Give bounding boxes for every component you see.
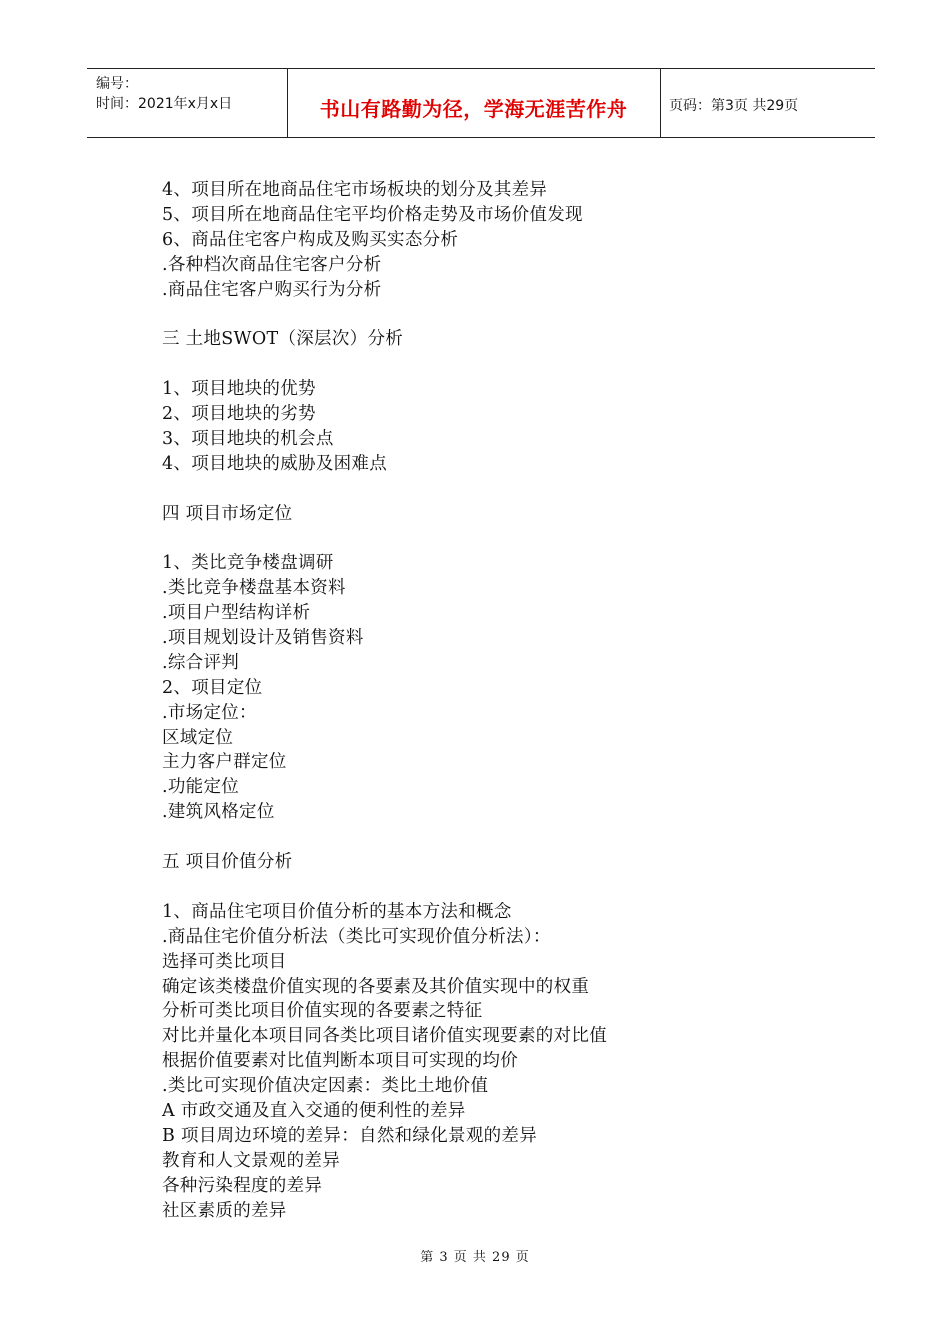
document-header: [87, 68, 875, 138]
text-line: 教育和人文景观的差异: [162, 1150, 340, 1171]
time-label: 时间：2021年x月x日: [96, 96, 233, 112]
text-line: 1、类比竞争楼盘调研: [162, 553, 334, 574]
text-line: .功能定位: [162, 777, 240, 798]
blank-line: [162, 825, 862, 850]
document-body: [162, 178, 862, 1223]
text-line: 3、项目地块的机会点: [162, 428, 334, 449]
blank-line: [162, 352, 862, 377]
text-line: 确定该类楼盘价值实现的各要素及其价值实现中的权重: [162, 976, 590, 997]
text-line: 各种污染程度的差异: [162, 1175, 323, 1196]
text-line: 5、项目所在地商品住宅平均价格走势及市场价值发现: [162, 204, 583, 225]
text-line: B 项目周边环境的差异：自然和绿化景观的差异: [162, 1125, 538, 1146]
text-line: 选择可类比项目: [162, 951, 287, 972]
text-line: .类比竞争楼盘基本资料: [162, 578, 346, 599]
blank-line: [162, 477, 862, 502]
blank-line: [162, 875, 862, 900]
text-line: A 市政交通及直入交通的便利性的差异: [162, 1100, 466, 1121]
text-line: 2、项目定位: [162, 677, 263, 698]
blank-line: [162, 526, 862, 551]
text-line: 三 土地SWOT（深层次）分析: [162, 329, 404, 350]
text-line: .项目户型结构详析: [162, 603, 311, 624]
text-line: 分析可类比项目价值实现的各要素之特征: [162, 1001, 483, 1022]
text-line: 4、项目所在地商品住宅市场板块的划分及其差异: [162, 180, 548, 200]
text-line: .市场定位：: [162, 702, 257, 723]
text-line: 1、项目地块的优势: [162, 379, 316, 400]
text-line: 2、项目地块的劣势: [162, 404, 316, 425]
text-line: 社区素质的差异: [162, 1200, 287, 1221]
text-line: 根据价值要素对比值判断本项目可实现的均价: [162, 1051, 518, 1072]
text-line: 区域定位: [162, 727, 234, 748]
text-line: 四 项目市场定位: [162, 503, 293, 524]
text-line: .商品住宅客户购买行为分析: [162, 279, 382, 300]
serial-number-label: 编号：: [96, 76, 138, 92]
header-meta-cell: [87, 69, 288, 137]
text-line: .商品住宅价值分析法（类比可实现价值分析法）：: [162, 926, 551, 947]
text-line: .项目规划设计及销售资料: [162, 628, 364, 649]
text-line: .建筑风格定位: [162, 802, 275, 823]
text-line: .各种档次商品住宅客户分析: [162, 254, 382, 275]
page-number-label: 页码：第3页 共29页: [669, 98, 799, 114]
text-line: 对比并量化本项目同各类比项目诸价值实现要素的对比值: [162, 1026, 607, 1047]
text-line: 主力客户群定位: [162, 752, 287, 773]
text-line: 1、商品住宅项目价值分析的基本方法和概念: [162, 901, 512, 922]
header-page-cell: [660, 69, 875, 137]
page-footer: 第 3 页 共 29 页: [420, 1250, 530, 1265]
motto-text: 书山有路勤为径，学海无涯苦作舟: [319, 97, 628, 121]
text-line: 6、商品住宅客户构成及购买实态分析: [162, 229, 459, 250]
blank-line: [162, 302, 862, 327]
text-line: .综合评判: [162, 652, 240, 673]
header-motto-cell: [287, 69, 661, 137]
text-line: 4、项目地块的威胁及困难点: [162, 453, 388, 474]
text-line: .类比可实现价值决定因素：类比土地价值: [162, 1076, 489, 1097]
text-line: 五 项目价值分析: [162, 852, 293, 873]
